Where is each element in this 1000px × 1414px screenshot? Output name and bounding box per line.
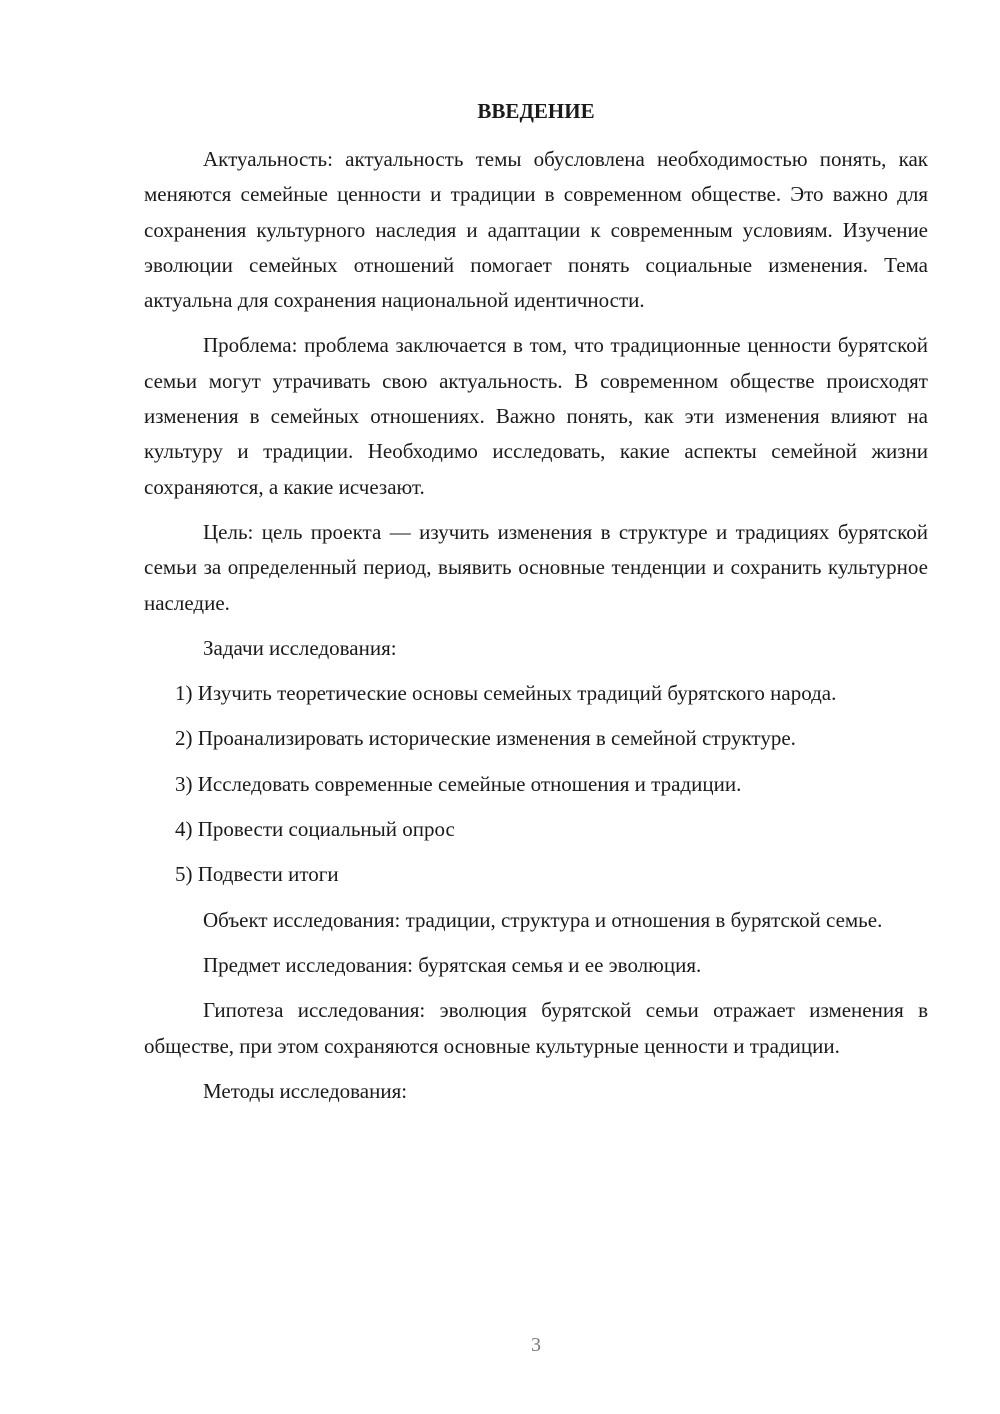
subject-paragraph: Предмет исследования: бурятская семья и ее эволюция.	[203, 952, 702, 977]
goal-paragraph: Цель: цель проекта — изучить изменения в структуре и традициях бурятской семьи за определенный период, выявить основные тенденции и сохранить культурное наследие.	[144, 519, 928, 615]
page-number: 3	[531, 1334, 541, 1356]
task-item: 5) Подвести итоги	[175, 862, 339, 887]
task-item: 2) Проанализировать исторические изменения в семейной структуре.	[175, 726, 796, 751]
relevance-paragraph: Актуальность: актуальность темы обусловлена необходимостью понять, как меняются семейные ценности и традиции в современном обществе. Это важно для сохранения культурного наследия и адаптации к современным условиям. Изучение эволюции семейных отношений помогает понять социальные изменения. Тема актуальна для сохранения национальной идентичности.	[144, 147, 928, 313]
task-item: 1) Изучить теоретические основы семейных традиций бурятского народа.	[175, 681, 837, 706]
page-title: ВВЕДЕНИЕ	[477, 99, 595, 123]
problem-paragraph: Проблема: проблема заключается в том, что традиционные ценности бурятской семьи могут утрачивать свою актуальность. В современном обществе происходят изменения в семейных отношениях. Важно понять, как эти изменения влияют на культуру и традиции. Необходимо исследовать, какие аспекты семейной жизни сохраняются, а какие исчезают.	[144, 333, 928, 499]
object-paragraph: Объект исследования: традиции, структура и отношения в бурятской семье.	[203, 907, 883, 932]
task-item: 3) Исследовать современные семейные отношения и традиции.	[175, 771, 742, 796]
methods-heading: Методы исследования:	[203, 1078, 408, 1103]
document-body	[144, 142, 928, 1119]
task-item: 4) Провести социальный опрос	[175, 817, 455, 842]
hypothesis-paragraph: Гипотеза исследования: эволюция бурятской семьи отражает изменения в обществе, при этом сохраняются основные культурные ценности и традиции.	[144, 998, 928, 1058]
tasks-heading: Задачи исследования:	[203, 635, 397, 660]
